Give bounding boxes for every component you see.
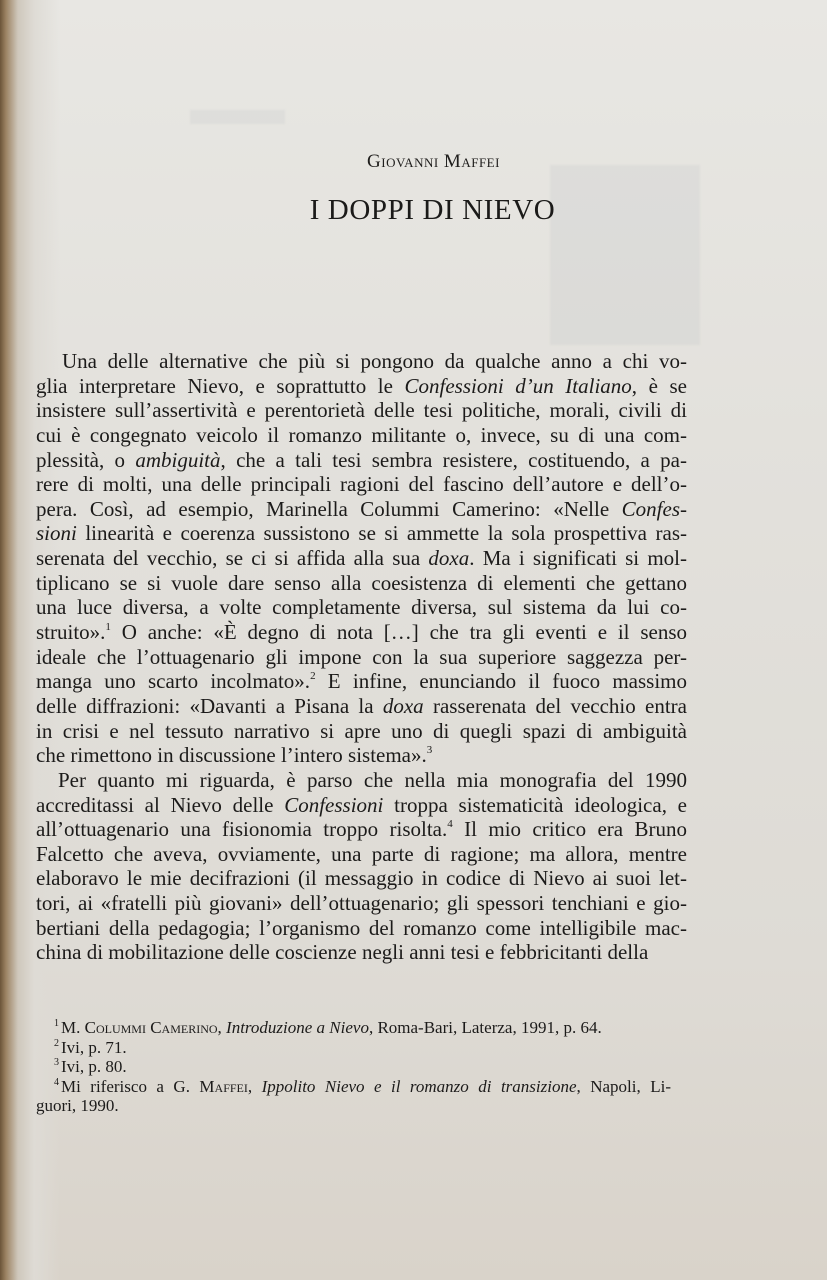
text-segment: rere di molti, una delle principali ragioni del fascino dell’autore e dell’o- — [36, 472, 687, 497]
text-segment: struito». — [36, 620, 106, 645]
text-line — [36, 694, 687, 719]
text-line — [36, 423, 687, 448]
footnote-ref[interactable]: 2 — [310, 670, 316, 683]
text-segment: rasserenata del vecchio entra — [423, 693, 687, 718]
text-line — [36, 866, 687, 891]
text-line — [36, 916, 687, 941]
text-segment: glia interpretare Nievo, e soprattutto le — [36, 373, 405, 398]
text-segment: all’ottuagenario una fisionomia troppo risolta. — [36, 817, 448, 842]
text-line — [36, 448, 687, 473]
footnote-1: $^1$ M. Colummi Camerino, Introduzione a Nievo, Roma-Bari, Laterza, 1991, p. 64. — [54, 1018, 602, 1037]
text-line — [36, 940, 687, 965]
text-segment: Per quanto mi riguarda, è parso che nella mia monografia del 1990 — [58, 767, 687, 792]
paragraph-1 — [36, 349, 687, 768]
text-segment: cui è congegnato veicolo il romanzo militante o, invece, su di una com- — [36, 422, 687, 447]
text-segment: troppa sistematicità ideologica, e — [383, 792, 688, 817]
text-segment: E infine, enunciando il fuoco massimo — [315, 669, 687, 694]
text-line — [36, 793, 687, 818]
footnote-author: M. Colummi Camerino — [61, 1018, 218, 1037]
chapter-author: Giovanni Maffei — [367, 151, 500, 172]
paragraph-2 — [36, 768, 687, 965]
footnote-ref[interactable]: 3 — [426, 744, 433, 757]
show-through-text — [550, 165, 700, 345]
text-line — [36, 891, 687, 916]
italic-text: sioni — [36, 521, 77, 546]
text-segment: Falcetto che aveva, ovviamente, una parte di ragione; ma allora, mentre — [36, 841, 687, 866]
chapter-title: I DOPPI DI NIEVO — [309, 194, 556, 226]
italic-text: doxa — [428, 546, 470, 571]
text-line — [36, 620, 687, 645]
footnote-text: Ivi, p. 71. — [61, 1037, 127, 1057]
footnote-4: $^4$ Mi riferisco a G. Maffei, Ippolito Nievo e il romanzo di transizione, Napoli, Li- — [54, 1076, 671, 1096]
text-segment: , è se — [631, 373, 687, 398]
text-line — [36, 472, 687, 497]
text-segment: Il mio critico era Bruno — [452, 817, 687, 842]
text-segment: elaboravo le mie decifrazioni (il messaggio in codice di Nievo ai suoi let- — [36, 866, 687, 891]
text-line — [36, 398, 687, 423]
text-segment: pera. Così, ad esempio, Marinella Colummi Camerino: «Nelle — [36, 496, 622, 521]
footnote-ref[interactable]: 1 — [105, 621, 111, 634]
text-segment: tiplicano se si vuole dare senso alla coesistenza di elementi che gettano — [36, 570, 687, 595]
footnote-work: Ippolito Nievo e il romanzo di transizione — [261, 1076, 577, 1096]
text-segment: O anche: «È degno di nota […] che tra gli eventi e il senso — [110, 620, 687, 645]
footnote-4-continued: guori, 1990. — [36, 1096, 119, 1115]
body-text — [36, 349, 687, 965]
text-segment: insistere sull’assertività e perentorietà delle tesi politiche, morali, civili di — [36, 398, 687, 423]
text-line — [36, 546, 687, 571]
text-line — [36, 842, 687, 867]
footnote-rest: , Napoli, Li- — [576, 1076, 671, 1096]
text-segment: bertiani della pedagogia; l’organismo del romanzo come intelligibile mac- — [36, 915, 687, 940]
text-line — [36, 521, 687, 546]
italic-text: Confes- — [621, 496, 687, 521]
footnote-number: 4 — [54, 1076, 59, 1088]
text-segment: . Ma i significati si mol- — [469, 546, 687, 571]
text-segment: Una delle alternative che più si pongono da qualche anno a chi vo- — [62, 349, 687, 373]
italic-text: Confessioni — [284, 792, 384, 817]
footnotes — [36, 1018, 671, 1116]
text-line — [36, 669, 687, 694]
footnote-number: 3 — [54, 1057, 59, 1068]
text-segment: manga uno scarto incolmato». — [36, 669, 311, 694]
footnote-pre: Mi riferisco a G. — [61, 1076, 200, 1096]
text-line — [36, 497, 687, 522]
text-line — [36, 374, 687, 399]
italic-text: ambiguità — [135, 447, 221, 472]
footnote-number: 1 — [54, 1018, 59, 1029]
footnote-work: Introduzione a Nievo — [226, 1018, 369, 1037]
text-line — [36, 645, 687, 670]
text-segment: una luce diversa, a volte completamente diversa, sul sistema da lui co- — [36, 595, 687, 620]
show-through-text — [190, 110, 285, 124]
text-segment: china di mobilitazione delle coscienze negli anni tesi e febbricitanti della — [36, 940, 649, 965]
text-line — [36, 719, 687, 744]
text-segment: in crisi e nel tessuto narrativo si apre uno di quegli spazi di ambiguità — [36, 718, 687, 743]
text-segment: accreditassi al Nievo delle — [36, 792, 285, 817]
italic-text: Confessioni d’un Italiano — [404, 373, 632, 398]
text-segment: , che a tali tesi sembra resistere, costituendo, a pa- — [220, 447, 687, 472]
text-segment: delle diffrazioni: «Davanti a Pisana la — [36, 693, 383, 718]
text-segment: serenata del vecchio, se ci si affida alla sua — [36, 546, 429, 571]
footnote-ref[interactable]: 4 — [447, 818, 453, 831]
footnote-text: Ivi, p. 80. — [61, 1057, 127, 1076]
text-line — [36, 768, 687, 793]
footnote-rest: , Roma-Bari, Laterza, 1991, p. 64. — [368, 1018, 602, 1037]
text-line — [36, 571, 687, 596]
italic-text: doxa — [382, 693, 424, 718]
footnote-author: Maffei — [199, 1076, 248, 1096]
text-segment: linearità e coerenza sussistono se si ammette la sola prospettiva ras- — [76, 521, 687, 546]
text-segment: tori, ai «fratelli più giovani» dell’ottuagenario; gli spessori tenchiani e gio- — [36, 891, 687, 916]
text-segment: ideale che l’ottuagenario gli impone con la sua superiore saggezza per- — [36, 644, 687, 669]
text-line — [36, 817, 687, 842]
text-line — [36, 743, 687, 768]
text-segment: plessità, o — [36, 447, 136, 472]
text-line — [36, 595, 687, 620]
footnote-3 — [36, 1057, 671, 1077]
text-line — [36, 349, 687, 374]
footnote-2 — [36, 1038, 671, 1058]
footnote-number: 2 — [54, 1037, 59, 1049]
text-segment: che rimettono in discussione l’intero sistema». — [36, 743, 427, 768]
